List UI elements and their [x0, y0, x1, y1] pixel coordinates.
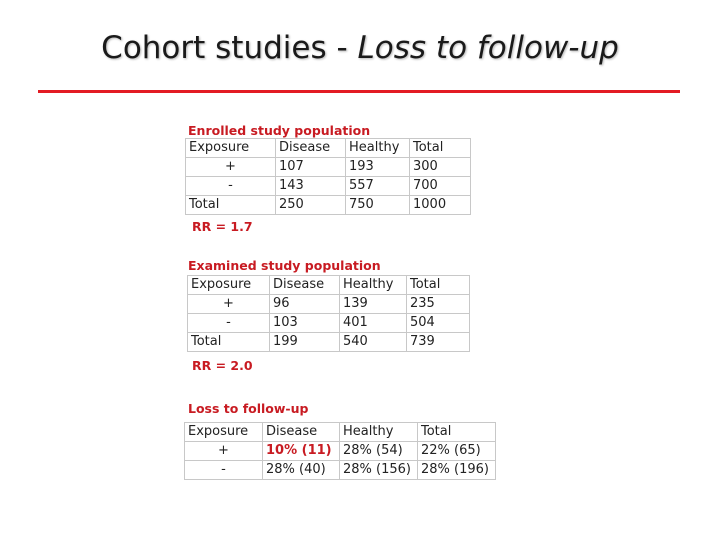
table-cell: 22% (65): [418, 442, 496, 461]
header-cell: Healthy: [340, 276, 407, 295]
table-cell: 739: [407, 333, 470, 352]
title-underline: [38, 90, 680, 93]
loss-title: Loss to follow-up: [188, 401, 309, 416]
table-cell: 540: [340, 333, 407, 352]
table-row: [186, 139, 471, 158]
table-cell: 143: [276, 177, 346, 196]
table-cell: +: [186, 158, 276, 177]
table-cell: +: [188, 295, 270, 314]
table-cell: 750: [346, 196, 410, 215]
header-cell: Exposure: [186, 139, 276, 158]
table-cell: 1000: [410, 196, 471, 215]
table-cell: 250: [276, 196, 346, 215]
table-row: [188, 333, 470, 352]
table-cell: Total: [188, 333, 270, 352]
table-row: [186, 177, 471, 196]
enrolled-rr: RR = 1.7: [192, 219, 253, 234]
slide-title-main: Cohort studies -: [101, 30, 358, 66]
table-row: [185, 461, 496, 480]
table-row: [185, 442, 496, 461]
loss-table: [184, 422, 496, 480]
table-cell: 557: [346, 177, 410, 196]
table-row: [186, 158, 471, 177]
table-cell: Total: [186, 196, 276, 215]
table-cell: 235: [407, 295, 470, 314]
header-cell: Disease: [276, 139, 346, 158]
header-cell: Total: [410, 139, 471, 158]
table-cell: 96: [270, 295, 340, 314]
table-cell: -: [188, 314, 270, 333]
table-cell: 700: [410, 177, 471, 196]
table-cell: +: [185, 442, 263, 461]
header-cell: Total: [407, 276, 470, 295]
table-cell: 28% (196): [418, 461, 496, 480]
header-cell: Total: [418, 423, 496, 442]
table-cell: 193: [346, 158, 410, 177]
table-cell-highlight: 10% (11): [263, 442, 340, 461]
table-row: [188, 314, 470, 333]
header-cell: Disease: [270, 276, 340, 295]
table-cell: 401: [340, 314, 407, 333]
table-row: [185, 423, 496, 442]
table-cell: 199: [270, 333, 340, 352]
table-cell: 504: [407, 314, 470, 333]
table-cell: 28% (40): [263, 461, 340, 480]
header-cell: Healthy: [346, 139, 410, 158]
enrolled-title: Enrolled study population: [188, 123, 371, 138]
examined-title: Examined study population: [188, 258, 381, 273]
slide-title-italic: Loss to follow-up: [357, 30, 619, 66]
examined-rr: RR = 2.0: [192, 358, 253, 373]
table-cell: 300: [410, 158, 471, 177]
header-cell: Exposure: [185, 423, 263, 442]
table-cell: 28% (54): [340, 442, 418, 461]
slide-title: [0, 30, 720, 66]
header-cell: Healthy: [340, 423, 418, 442]
table-cell: 28% (156): [340, 461, 418, 480]
header-cell: Exposure: [188, 276, 270, 295]
table-cell: 107: [276, 158, 346, 177]
enrolled-table: [185, 138, 471, 215]
table-cell: 103: [270, 314, 340, 333]
table-cell: -: [185, 461, 263, 480]
table-row: [188, 295, 470, 314]
header-cell: Disease: [263, 423, 340, 442]
table-row: [188, 276, 470, 295]
table-cell: -: [186, 177, 276, 196]
examined-table: [187, 275, 470, 352]
table-row: [186, 196, 471, 215]
table-cell: 139: [340, 295, 407, 314]
